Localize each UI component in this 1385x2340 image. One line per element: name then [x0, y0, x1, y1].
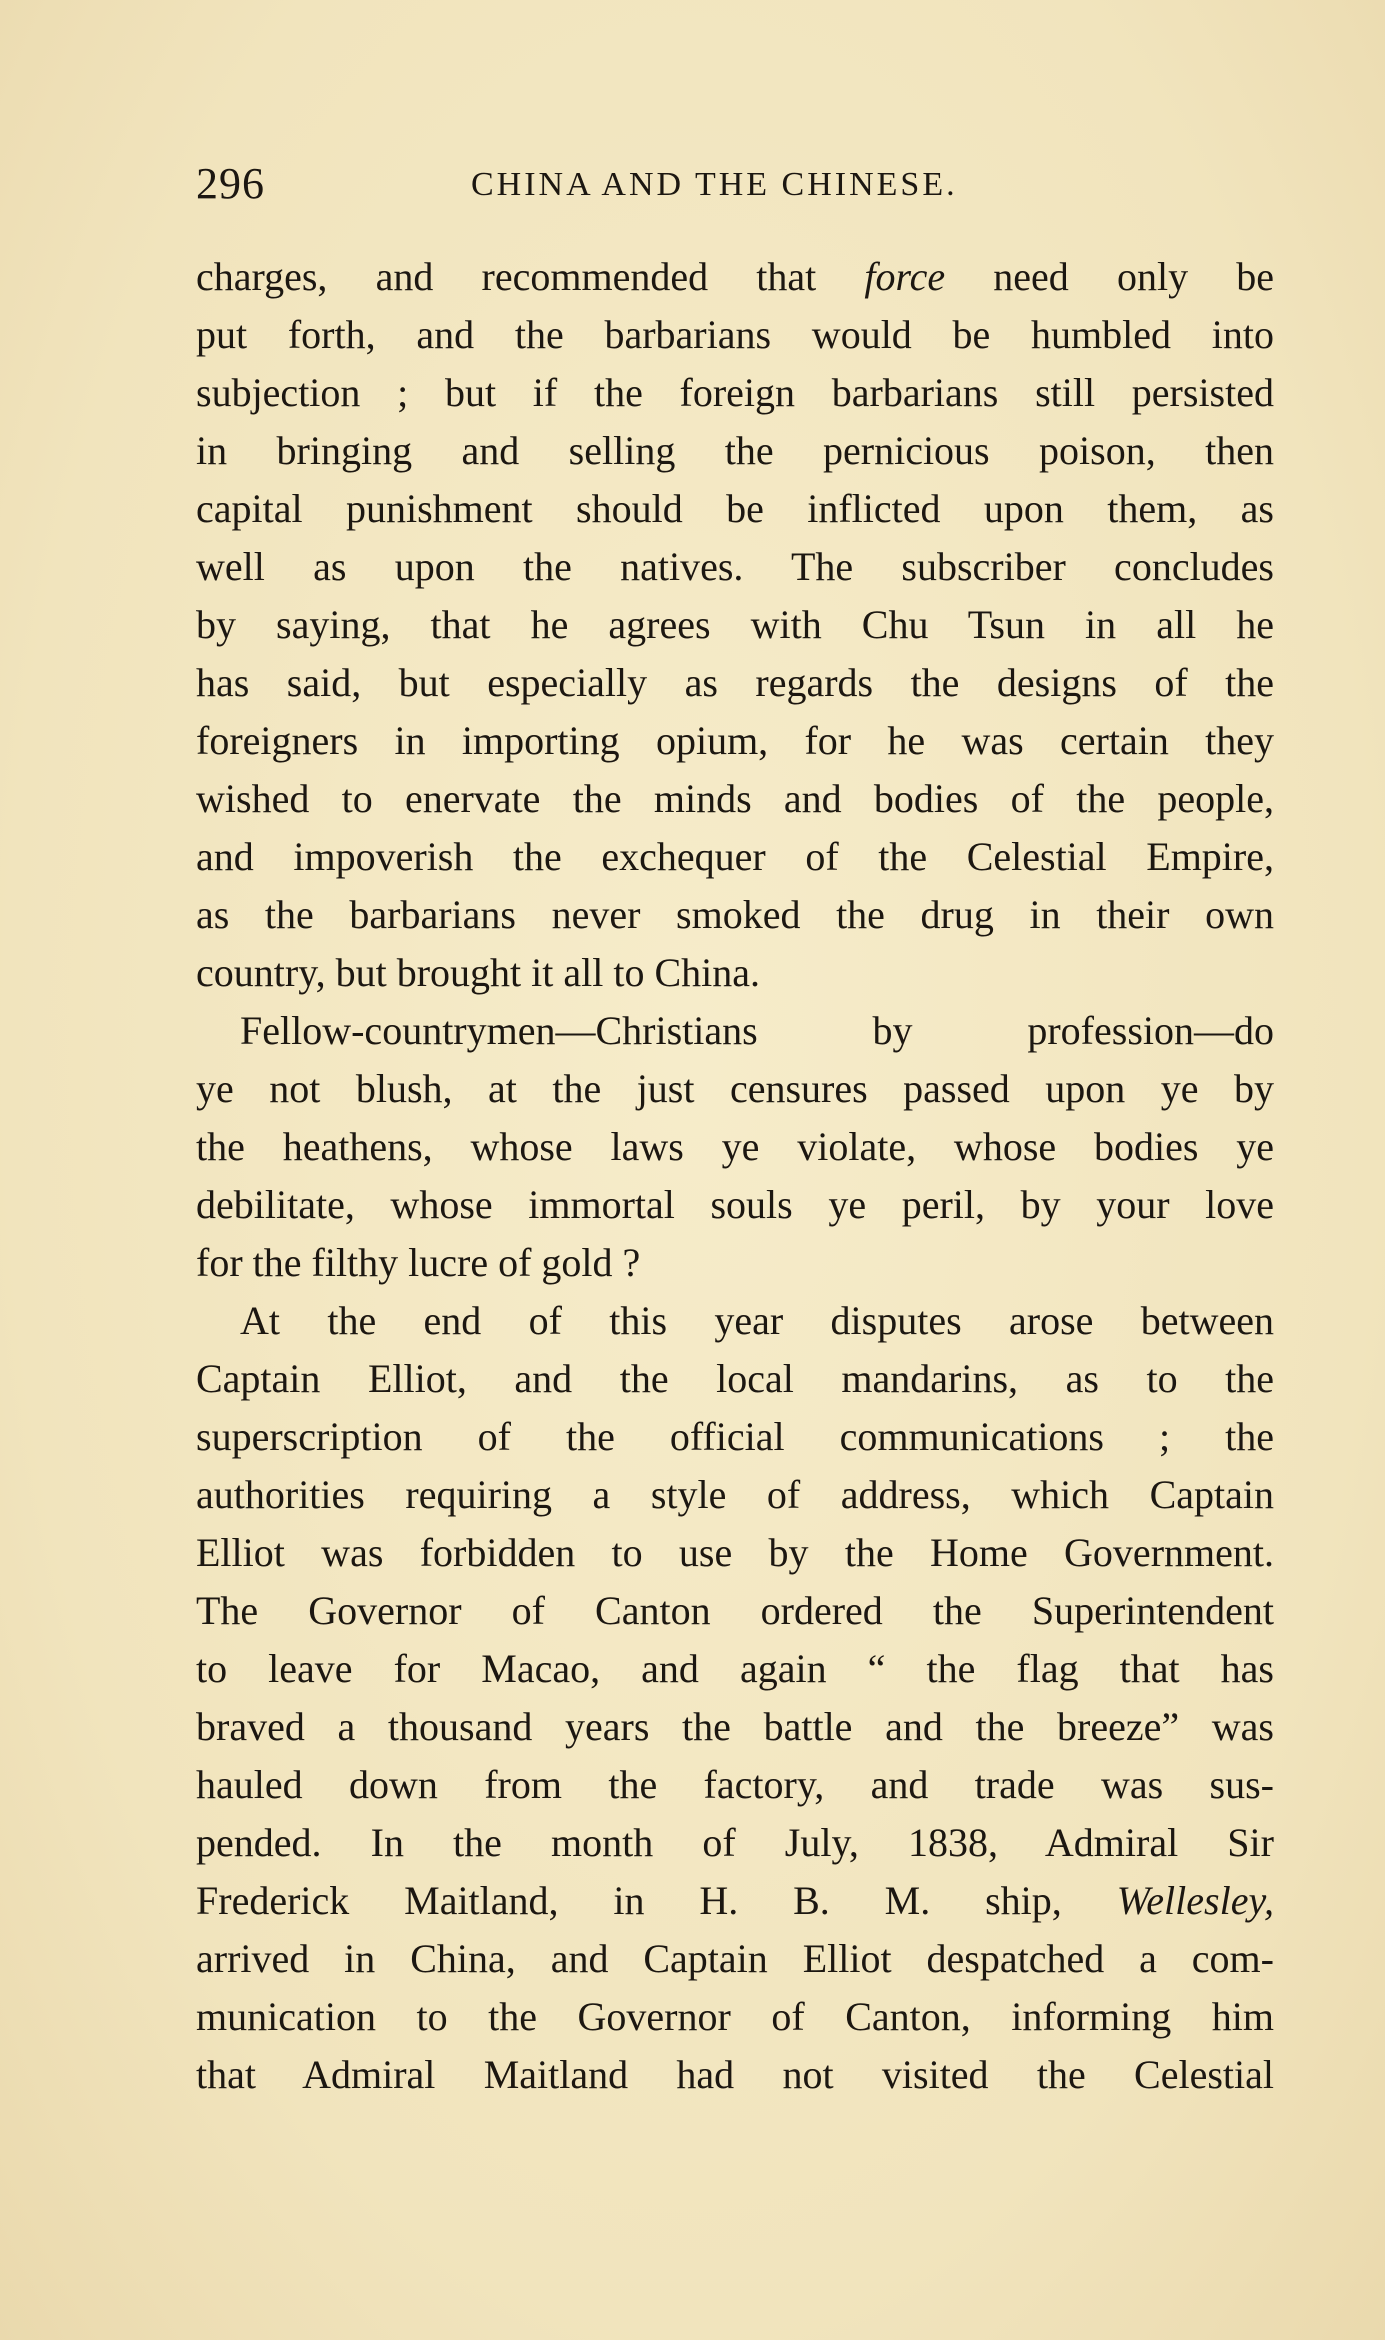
text-line: munication to the Governor of Canton, informing him: [196, 1994, 1274, 2039]
text-line: put forth, and the barbarians would be humbled into: [196, 312, 1274, 357]
italic-text: Wellesley,: [1116, 1878, 1274, 1923]
text-line: the heathens, whose laws ye violate, whose bodies ye: [196, 1124, 1274, 1169]
text-line: has said, but especially as regards the designs of the: [196, 660, 1274, 705]
page-number: 296: [196, 159, 265, 208]
text-segment: need only be: [945, 254, 1274, 299]
text-segment: Frederick Maitland, in H. B. M. ship,: [196, 1878, 1117, 1923]
text-line: and impoverish the exchequer of the Celestial Empire,: [196, 834, 1274, 879]
text-line: At the end of this year disputes arose between: [240, 1298, 1274, 1343]
italic-text: force: [864, 254, 946, 299]
text-segment: charges, and recommended that: [196, 254, 865, 299]
running-head: [196, 158, 1274, 206]
text-line: superscription of the official communications ; the: [196, 1414, 1274, 1459]
text-line: The Governor of Canton ordered the Superintendent: [196, 1588, 1274, 1633]
text-line: arrived in China, and Captain Elliot despatched a com-: [196, 1936, 1274, 1981]
text-line: [196, 1872, 1274, 1930]
text-line: ye not blush, at the just censures passed upon ye by: [196, 1066, 1274, 1111]
text-line: pended. In the month of July, 1838, Admiral Sir: [196, 1820, 1274, 1865]
text-line: Captain Elliot, and the local mandarins, as to the: [196, 1356, 1274, 1401]
text-line: Elliot was forbidden to use by the Home Government.: [196, 1530, 1274, 1575]
text-line: for the filthy lucre of gold ?: [196, 1240, 641, 1285]
text-line: in bringing and selling the pernicious poison, then: [196, 428, 1274, 473]
text-line: authorities requiring a style of address, which Captain: [196, 1472, 1274, 1517]
text-line: as the barbarians never smoked the drug in their own: [196, 892, 1274, 937]
text-line: hauled down from the factory, and trade was sus-: [196, 1762, 1274, 1807]
text-line: foreigners in importing opium, for he was certain they: [196, 718, 1274, 763]
text-line: subjection ; but if the foreign barbarians still persisted: [196, 370, 1274, 415]
text-line: country, but brought it all to China.: [196, 950, 761, 995]
body-text: [196, 248, 1274, 2104]
text-line: wished to enervate the minds and bodies of the people,: [196, 776, 1274, 821]
text-line: braved a thousand years the battle and the breeze” was: [196, 1704, 1274, 1749]
text-line: [196, 248, 1274, 306]
running-title: CHINA AND THE CHINESE.: [471, 166, 958, 203]
text-line: debilitate, whose immortal souls ye peril, by your love: [196, 1182, 1274, 1227]
text-line: capital punishment should be inflicted upon them, as: [196, 486, 1274, 531]
text-line: by saying, that he agrees with Chu Tsun in all he: [196, 602, 1274, 647]
text-line: well as upon the natives. The subscriber concludes: [196, 544, 1274, 589]
text-line: to leave for Macao, and again “ the flag that has: [196, 1646, 1274, 1691]
text-line: that Admiral Maitland had not visited the Celestial: [196, 2052, 1274, 2097]
text-line: Fellow-countrymen—Christians by profession—do: [240, 1008, 1274, 1053]
